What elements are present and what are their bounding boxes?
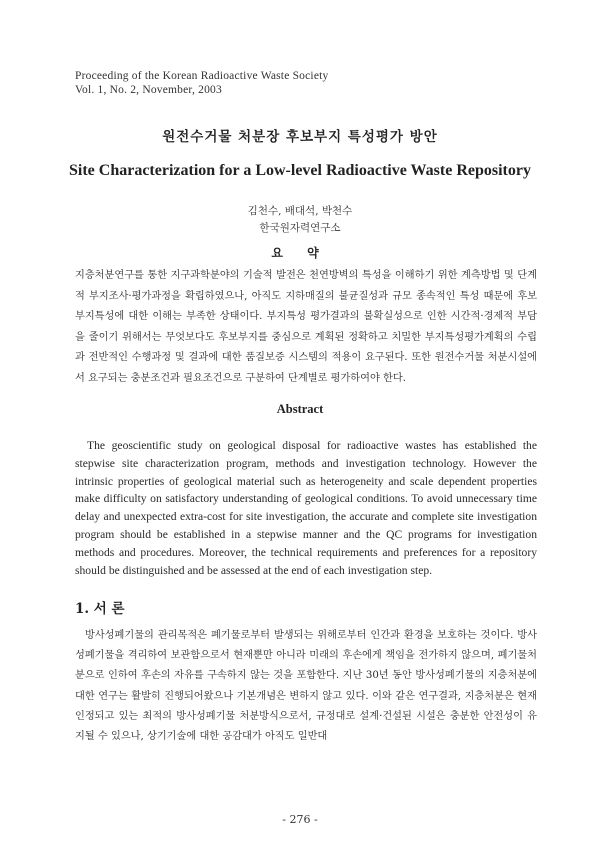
journal-volume: Vol. 1, No. 2, November, 2003 xyxy=(75,84,222,96)
section-1-heading: 1. 서 론 xyxy=(75,601,125,617)
english-abstract-heading: Abstract xyxy=(276,402,324,416)
english-abstract-text: The geoscientific study on geological disposal for radioactive wastes has established the stepwise site characterization program, methods and investigation technology. However the intrinsic properties of geological material such as heterogeneity and scale dependent properties make difficulty on satisfactory understanding of geological conditions. To avoid unnecessary time delay and unexpected extra-cost for site investigation, the accurate and complete site investigation program should be established in a stepwise manner and the QC programs for investigation methods and procedures. Moreover, the technical requirements and preferences for a repository should be distinguished and be assessed at the end of each investigation step. xyxy=(75,439,537,577)
affiliation: 한국원자력연구소 xyxy=(259,222,341,234)
section-1-text: 방사성폐기물의 관리목적은 폐기물로부터 발생되는 위해로부터 인간과 환경을 보호하는 것이다. 방사성폐기물을 격리하여 보관함으로서 현재뿐만 아니라 미래의 후손에게 책임을 전가하지 않으며, 폐기물처분으로 인하여 후손의 자유를 구속하지 않는 것을 포함한다. 지난 30년 동안 방사성폐기물의 지층처분에 대한 연구는 활발히 진행되어왔으나 기본개념은 변하지 않고 있다. 이와 같은 연구결과, 지층처분은 현재 인정되고 있는 최적의 방사성폐기물 처분방식으로서, 규정대로 설계·건설된 시설은 충분한 안전성이 유지될 수 있으나, 상기기술에 대한 공감대가 아직도 일반대 xyxy=(75,630,537,743)
journal-name: Proceeding of the Korean Radioactive Waste Society xyxy=(75,70,329,82)
authors: 김천수, 배대석, 박천수 xyxy=(247,205,353,217)
english-title: Site Characterization for a Low-level Radioactive Waste Repository xyxy=(69,162,531,179)
korean-abstract-text: 지층처분연구를 통한 지구과학분야의 기술적 발전은 천연방벽의 특성을 이해하기 위한 계측방법 및 단계적 부지조사·평가과정을 확립하였으나, 아직도 지하매질의 불균질성과 규모 종속적인 특성 때문에 후보부지특성에 대한 이해는 부족한 상태이다. 부지특성 평가결과의 불확실성으로 인한 시간적·경제적 부담을 줄이기 위해서는 무엇보다도 후보부지를 중심으로 계획된 정확하고 치밀한 부지특성평가계획의 수립과 전반적인 수행과정 및 결과에 대한 품질보증 시스템의 적용이 요구된다. 또한 원전수거물 처분시설에서 요구되는 충분조건과 필요조건으로 구분하여 단계별로 평가하여야 한다. xyxy=(75,270,537,384)
korean-abstract-heading: 요 약 xyxy=(271,246,329,260)
page-number: - 276 - xyxy=(282,813,318,826)
korean-title: 원전수거물 처분장 후보부지 특성평가 방안 xyxy=(162,129,438,145)
